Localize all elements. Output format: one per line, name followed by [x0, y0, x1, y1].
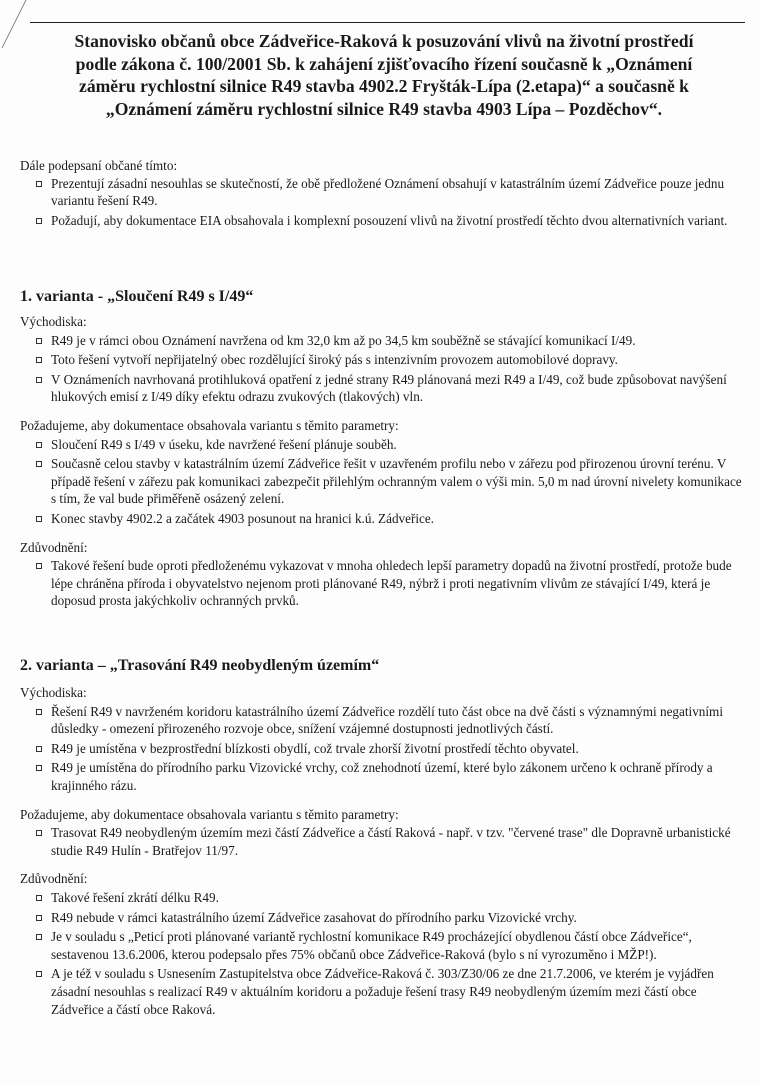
- list-item-text: Trasovat R49 neobydleným územím mezi částí Zádveřice a částí Raková - např. v tzv. "červené trase" dle Dopravně urbanistické studie R49 Hulín - Bratřejov 11/97.: [51, 825, 731, 858]
- list-item: [36, 909, 745, 927]
- list-item-text: Řešení R49 v navrženém koridoru katastrálního území Zádveřice rozdělí tuto část obce na dvě části s významnými negativními důsledky - omezení přirozeného rozvoje obce, snížení vzájemné dostupnosti jednotlivých částí.: [51, 703, 723, 737]
- square-bullet-icon: [36, 516, 42, 522]
- title-line: „Oznámení záměru rychlostní silnice R49 stavba 4903 Lípa – Pozděchov“.: [105, 98, 663, 119]
- list-item-text: Toto řešení vytvoří nepřijatelný obec rozdělující široký pás s intenzivním provozem automobilové dopravy.: [51, 352, 618, 368]
- list-item-text: Takové řešení zkrátí délku R49.: [51, 889, 219, 905]
- list-item-text: Sloučení R49 s I/49 v úseku, kde navržené řešení plánuje souběh.: [51, 436, 397, 452]
- variant1-body: [20, 313, 745, 612]
- variant2-body: [20, 684, 745, 1020]
- square-bullet-icon: [36, 338, 42, 344]
- square-bullet-icon: [36, 461, 42, 467]
- list-item: [36, 759, 745, 794]
- variant1-pozadujeme-label: Požadujeme, aby dokumentace obsahovala variantu s těmito parametry:: [20, 417, 399, 433]
- list-item-text: R49 nebude v rámci katastrálního území Zádveřice zasahovat do přírodního parku Vizovické vrchy.: [51, 909, 577, 925]
- list-item: [36, 965, 745, 1018]
- list-item-text: Současně celou stavby v katastrálním území Zádveřice řešit v uzavřeném profilu nebo v zářezu pod přirozenou úrovní terénu. V případě řešení v zářezu pak komunikaci zabezpečit přilehlým ochranným valem o výši min. 5,0 m nad úrovní nivelety komunikace s tím, že val bude přiměřeně osázený zelení.: [51, 456, 742, 507]
- list-item: [36, 928, 745, 963]
- list-item: [36, 175, 745, 210]
- list-item-text: Takové řešení bude oproti předloženému vykazovat v mnoha ohledech lepší parametry dopadů na životní prostředí, protože bude lépe chráněna příroda i obyvatelstvo nejenom proti plánované R49, nýbrž i proti negativním vlivům ze stávající I/49, která je doposud prosta jakýchkoliv ochranných prvků.: [51, 558, 732, 609]
- variant1-zduvodneni-label: Zdůvodnění:: [20, 539, 88, 555]
- variant1-pozadujeme-list: [20, 436, 745, 528]
- list-item: [36, 332, 745, 350]
- list-item: [36, 455, 745, 508]
- square-bullet-icon: [36, 181, 42, 187]
- square-bullet-icon: [36, 357, 42, 363]
- list-item-text: R49 je v rámci obou Oznámení navržena od km 32,0 km až po 34,5 km souběžně se stávající komunikací I/49.: [51, 332, 636, 348]
- list-item-text: Požadují, aby dokumentace EIA obsahovala i komplexní posouzení vlivů na životní prostředí těchto dvou alternativních variant.: [51, 212, 728, 228]
- square-bullet-icon: [36, 442, 42, 448]
- list-item: [36, 212, 745, 230]
- variant1-heading: 1. varianta - „Sloučení R49 s I/49“: [20, 288, 254, 305]
- title-line: Stanovisko občanů obce Zádveřice-Raková k posuzování vlivů na životní prostředí: [74, 31, 694, 51]
- variant2-pozadujeme-label: Požadujeme, aby dokumentace obsahovala variantu s těmito parametry:: [20, 806, 399, 822]
- title-line: záměru rychlostní silnice R49 stavba 4902.2 Fryšták-Lípa (2.etapa)“ a současně k: [79, 76, 689, 96]
- variant2-vychodiska-label: Východiska:: [20, 685, 87, 700]
- variant1-vychodiska-label: Východiska:: [20, 314, 87, 329]
- variant2-zduvodneni-list: [20, 889, 745, 1018]
- list-item: [36, 889, 745, 907]
- square-bullet-icon: [36, 934, 42, 940]
- list-item-text: R49 je umístěna v bezprostřední blízkosti obydlí, což trvale zhorší životní prostředí těchto obyvatel.: [51, 740, 579, 756]
- list-item-text: Konec stavby 4902.2 a začátek 4903 posunout na hranici k.ú. Zádveřice.: [51, 510, 435, 526]
- document-title: [28, 30, 740, 120]
- square-bullet-icon: [36, 709, 42, 715]
- list-item: [36, 557, 745, 610]
- square-bullet-icon: [36, 218, 42, 224]
- scan-corner-line: [0, 0, 30, 60]
- list-item-text: R49 je umístěna do přírodního parku Vizovické vrchy, což znehodnotí území, které bylo zákonem určeno k ochraně přírody a krajinného rázu.: [51, 760, 713, 793]
- variant2-pozadujeme-list: [20, 824, 745, 859]
- list-item-text: Prezentují zásadní nesouhlas se skutečností, že obě předložené Oznámení obsahují v katastrálním území Zádveřice pouze jednu variantu řešení R49.: [51, 175, 725, 209]
- list-item-text: V Oznámeních navrhovaná protihluková opatření z jedné strany R49 plánovaná mezi R49 a I/49, což bude způsobovat navýšení hlukových emisí z I/49 díky efektu odrazu zvukových (tlakových) vln.: [51, 371, 727, 405]
- variant2-vychodiska-list: [20, 703, 745, 795]
- intro-section: [20, 157, 745, 231]
- intro-label: Dále podepsaní občané tímto:: [20, 158, 178, 173]
- square-bullet-icon: [36, 915, 42, 921]
- list-item: [36, 740, 745, 758]
- list-item: [36, 824, 745, 859]
- square-bullet-icon: [36, 563, 42, 569]
- square-bullet-icon: [36, 830, 42, 836]
- list-item: [36, 436, 745, 454]
- variant2-zduvodneni-label: Zdůvodnění:: [20, 871, 88, 887]
- intro-list: [20, 175, 745, 230]
- square-bullet-icon: [36, 377, 42, 383]
- square-bullet-icon: [36, 971, 42, 977]
- top-rule: [30, 22, 745, 23]
- variant2-heading: 2. varianta – „Trasování R49 neobydleným územím“: [20, 657, 380, 674]
- title-line: podle zákona č. 100/2001 Sb. k zahájení zjišťovacího řízení současně k „Oznámení: [75, 53, 693, 74]
- variant1-vychodiska-list: [20, 332, 745, 406]
- list-item-text: Je v souladu s „Peticí proti plánované variantě rychlostní komunikace R49 procházející obydlenou částí obce Zádveřice“, sestavenou 13.6.2006, kterou podepsalo přes 75% občanů obce Zádveřice-Raková (bylo s ní vyrozuměno i MŽP!).: [51, 929, 692, 962]
- list-item: [36, 351, 745, 369]
- list-item: [36, 371, 745, 406]
- square-bullet-icon: [36, 746, 42, 752]
- list-item-text: A je též v souladu s Usnesením Zastupitelstva obce Zádveřice-Raková č. 303/Z30/06 ze dne 21.7.2006, ve kterém je vyjádřen zásadní nesouhlas s realizací R49 v aktuálním koridoru a požaduje řešení trasy R49 neobydleným územím mezi částí obce Zádveřice a částí obce Raková.: [51, 966, 714, 1017]
- list-item: [36, 510, 745, 528]
- square-bullet-icon: [36, 895, 42, 901]
- list-item: [36, 703, 745, 738]
- variant1-zduvodneni-list: [20, 557, 745, 610]
- square-bullet-icon: [36, 765, 42, 771]
